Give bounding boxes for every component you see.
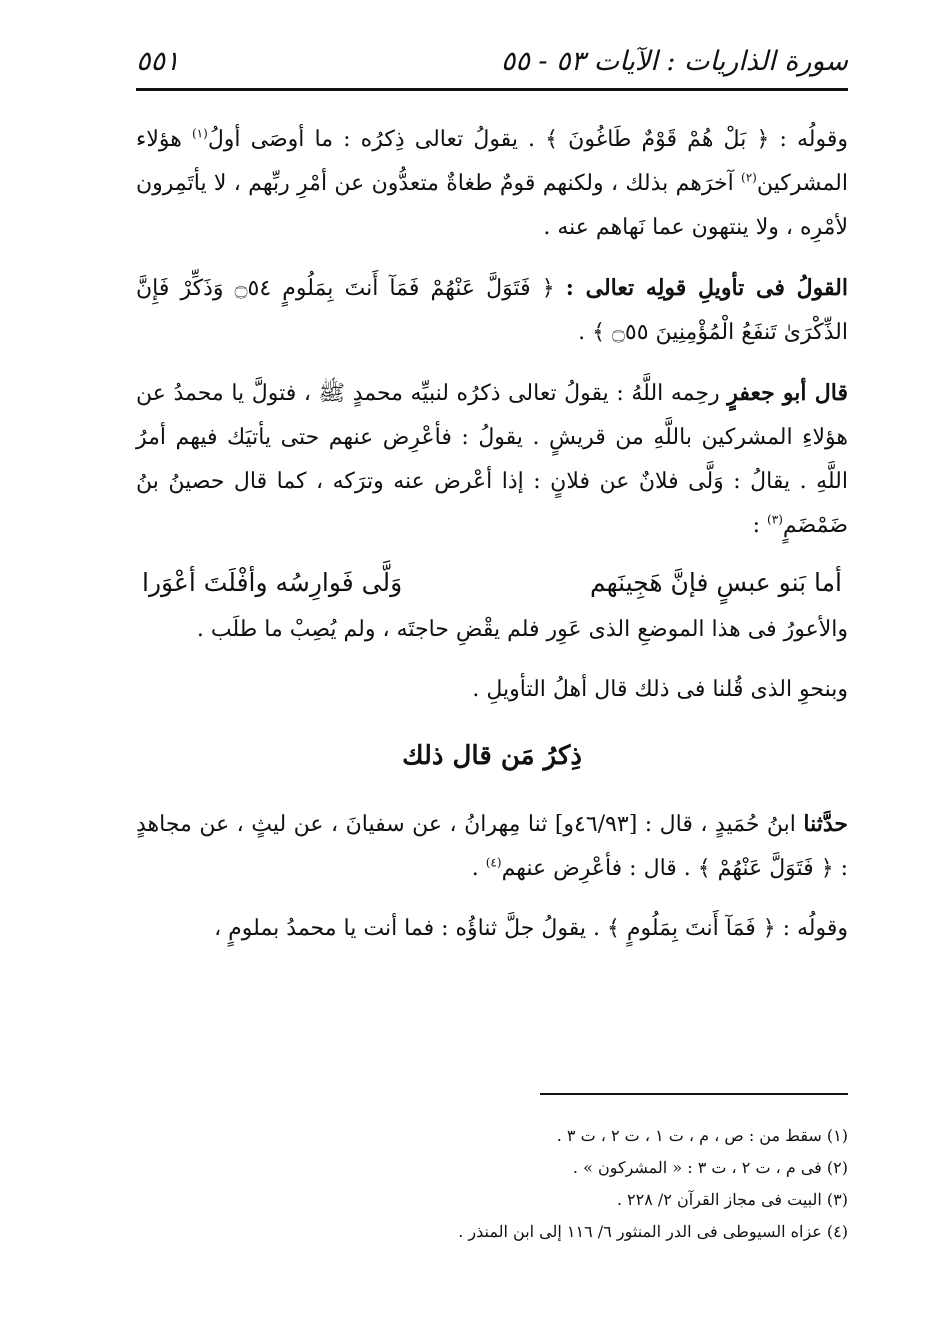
- text-run: هؤلاء المشركين: [136, 127, 848, 196]
- paragraph-tafsir: [136, 371, 848, 548]
- footnote-marker-4: (٤): [485, 855, 502, 870]
- footnote-2: (٢) فى م ، ت ٢ ، ت ٣ : « المشركون » .: [572, 1158, 848, 1177]
- footnote-rule: [540, 1093, 848, 1095]
- paragraph-explanation: والأعورُ فى هذا الموضعِ الذى عَوِر فلم يقْضِ حاجتَه ، ولم يُصِبْ ما طلَب .: [196, 617, 848, 642]
- paragraph-commentary-54: وقولُه : ﴿ فَمَآ أَنتَ بِمَلُومٍ ﴾ . يقولُ جلَّ ثناؤُه : فما أنت يا محمدُ بملومٍ ،: [214, 916, 848, 941]
- footnote-marker-3: (٣): [767, 512, 783, 527]
- footnote-3: (٣) البيت فى مجاز القرآن ٢/ ٢٢٨ .: [616, 1190, 848, 1209]
- author-lead: قال أبو جعفرٍ: [727, 380, 848, 406]
- paragraph-commentary-53: [136, 118, 848, 250]
- footnote-4: (٤) عزاه السيوطى فى الدر المنثور ٦/ ١١٦ إلى ابن المنذر .: [458, 1222, 848, 1241]
- main-text: [136, 118, 848, 951]
- section-heading: ذِكرُ مَن قال ذلك: [402, 741, 582, 771]
- running-header: [136, 36, 848, 86]
- text-run: .: [471, 856, 486, 881]
- hemistich-left: وَلَّى فَوارِسُه وأفْلَتَ أعْوَرا: [142, 568, 403, 597]
- footnote-1: (١) سقط من : ص ، م ، ت ١ ، ت ٢ ، ت ٣ .: [556, 1126, 848, 1145]
- text-run: ابنُ حُمَيدٍ ، قال : [٤٦/٩٣و] ثنا مِهرانُ ، عن سفيانَ ، عن ليثٍ ، عن مجاهدٍ : ﴿ فَتَوَلَّ عَنْهُمْ ﴾ . قال : فأعْرِض عنهم: [136, 812, 848, 881]
- quran-verse: ﴿ فَتَوَلَّ عَنْهُمْ فَمَآ أَنتَ بِمَلُومٍ ۝٥٤ وَذَكِّرْ فَإِنَّ الذِّكْرَىٰ تَنفَعُ الْمُؤْمِنِينَ ۝٥٥ ﴾ .: [136, 276, 848, 345]
- text-run: وقولُه : ﴿ بَلْ هُمْ قَوْمٌ طَاغُونَ ﴾ . يقولُ تعالى ذِكرُه : ما أوصَى أولُ: [207, 127, 848, 152]
- paragraph-narration: [136, 802, 848, 891]
- footnote-marker-1: (١): [191, 126, 208, 141]
- poetry-verse: [142, 558, 842, 608]
- section-lead: القولُ فى تأويلِ قولِه تعالى :: [565, 275, 848, 301]
- footnotes: [136, 1120, 848, 1248]
- paragraph-consensus: وبنحوِ الذى قُلنا فى ذلك قال أهلُ التأويلِ .: [472, 677, 848, 702]
- footnote-marker-2: (٢): [741, 170, 757, 185]
- surah-title: سورة الذاريات : الآيات ٥٣ - ٥٥: [500, 45, 848, 77]
- text-run: :: [752, 513, 768, 538]
- hemistich-right: أما بَنو عبسٍ فإنَّ هَجِينَهم: [590, 568, 842, 597]
- narration-lead: حدَّثنا: [803, 811, 848, 837]
- page-number: ٥٥١: [136, 45, 180, 77]
- header-rule: [136, 88, 848, 91]
- paragraph-verse-heading: [136, 266, 848, 355]
- text-run: آخرَهم بذلك ، ولكنهم قومٌ طغاةٌ متعدُّون عن أمْرِ ربِّهم ، لا يأتَمِرون لأمْرِه ، ولا ينتهون عما نَهاهم عنه .: [136, 171, 848, 240]
- text-run: رحِمه اللَّهُ : يقولُ تعالى ذكرُه لنبيِّه محمدٍ ﷺ ، فتولَّ يا محمدُ عن هؤلاءِ المشركين باللَّهِ من قريشٍ . يقولُ : فأعْرِض عنهم حتى يأتيَك فيهم أمرُ اللَّهِ . يقالُ : وَلَّى فلانٌ عن فلانٍ : إذا أعْرض عنه وترَكه ، كما قال حصينُ بنُ ضَمْضَمٍ: [136, 381, 848, 538]
